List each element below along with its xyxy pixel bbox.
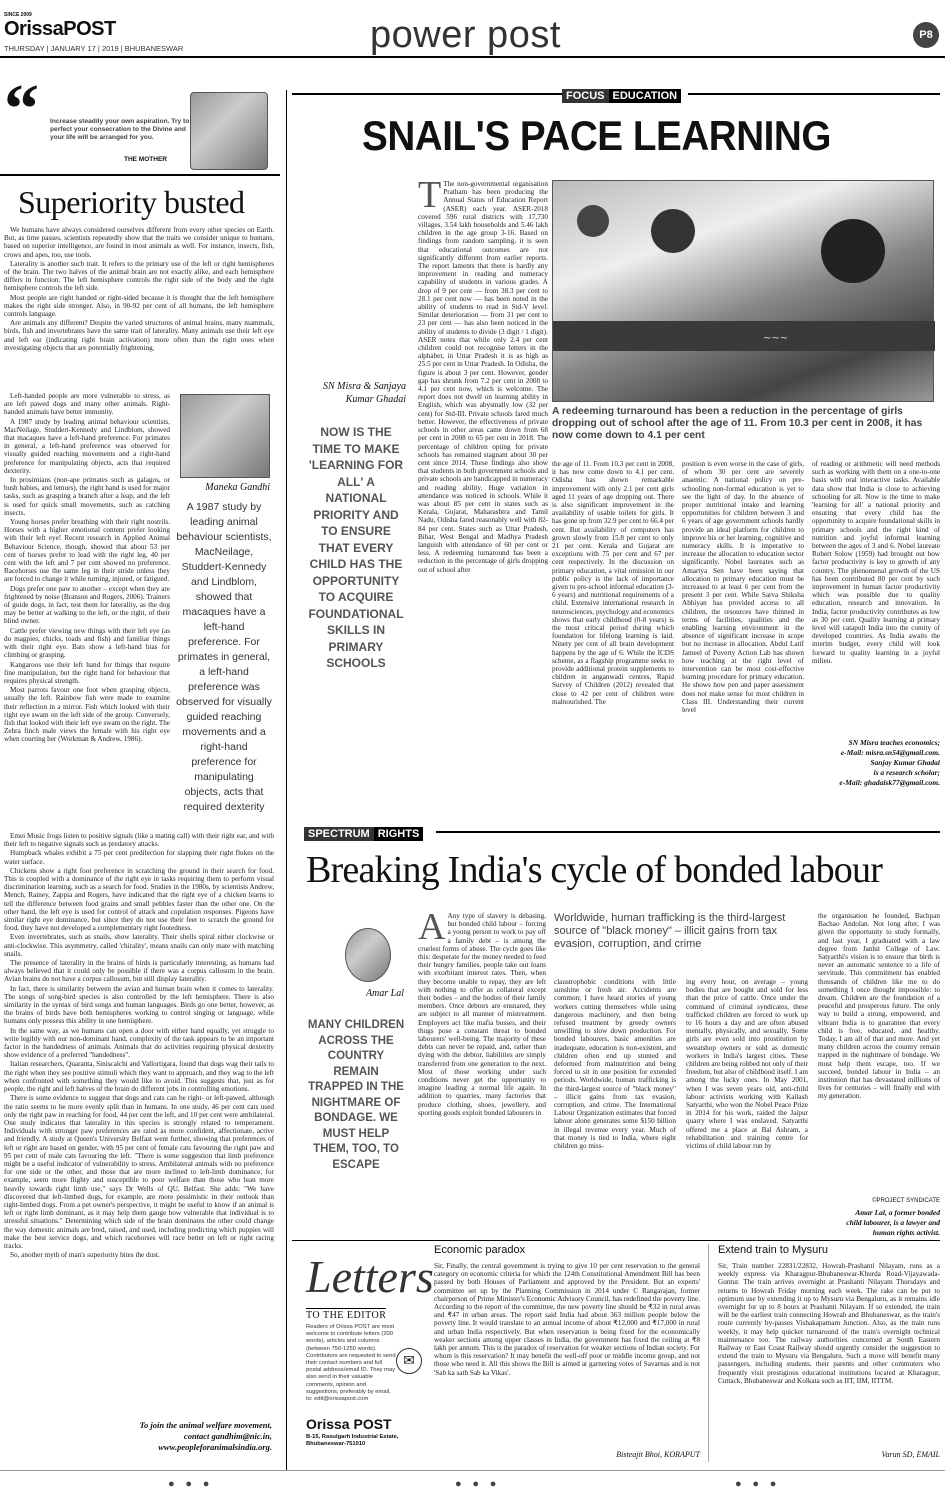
article3-col4-text: the organisation he founded, Bachpan Bachao Andolan. Not long after, I was given the opportunity to study formally, and last year, I graduated with a law degree from Janhit College of Law. Satyarthi's vision is to ensure that birth is never an automatic sentence to a life of servitude. This commitment has enabled thousands of children like me to do something I once thought impossible: to dream. Children are the foundation of a peaceful and prosperous future. The only way to build a strong, empowered, and vibrant India is to guarantee that every child is free, educated, and healthy. Today, I am all of that and more. And yet many children across the country remain trapped in the nightmare of bondage. We must help them escape, too. If we succeed, bonded labour in India – an institution that has devastated millions of lives for centuries – will finally end with my generation. [818, 912, 940, 1101]
sig-line: SN Misra teaches economics; [848, 738, 940, 747]
letter1-signature: Bisteajit Bhoi, KORAPUT [616, 1450, 700, 1459]
tag-rights: RIGHTS [374, 827, 424, 841]
footer-dots-right: ● ● ● [735, 1478, 781, 1490]
article2-col1 [418, 180, 548, 800]
article3-col1-text: Any type of slavery is debasing, but bonded child labour – forcing a young person to work to pay off a family debt – is among the cruelest forms of abuse. The cycle goes like this: desperate for the money needed to feed their hungry families, people take out loans with exorbitant interest rates. Then, when they become unable to repay, they are left with nothing to offer as collateral except their bodies – and the bodies of their family members. Once debtors are ensnared, they are subject to all manner of mistreatment. Employers act like mafia bosses, and their thugs pose a constant threat to bonded labourers' well-being. The majority of these debts can never be repaid, and, rather than dying with the debtor, liabilities are simply transferred from one generation to the next. Most of those working under such conditions never get the opportunity to imagine leading a normal life again. In addition to quarries, many factories that produce clothing, shoes, jewellery, and sporting goods exploit bonded labourers in [418, 912, 546, 1117]
dropcap: A [418, 912, 446, 948]
article1-para: Most people are right handed or right-sided because it is thought that the left hemisphere makes the right side stronger. Also, in 90-92 per cent of all humans, the left hemisphere controls language. [4, 293, 274, 319]
article3-headline: Breaking India's cycle of bonded labour [306, 849, 883, 891]
logo-orissa: Orissa [4, 18, 64, 40]
dropcap: T [418, 180, 442, 216]
article1-para: Laterality is another such trait. It refers to the primary use of the left or right hemispheres of the brain. The two halves of the animal brain are not exactly alike, and each hemisphere differs in function. The left hemisphere controls the right side of the body and the right hemisphere controls the left side. [4, 259, 274, 293]
children-illustration [553, 181, 935, 403]
column-divider [286, 90, 287, 1470]
article1-para: Chickens show a right foot preference in scratching the ground in their search for food. This is coupled with a dominance of the right eye in tasks requiring them to perform visual discrimination learning, such as a search for food. Studies in the 1980s, by scientists Andrew, Mench, Rainey, Zappia and Rogers, have indicated that the right eye of a chicken learns to tell the difference between food grains and small pebbles faster than the other one. On the other hand, the left eye is used for control of attack and copulation responses. Pigeons have similar right eye dominance, but since they do not use their feet to scratch the ground for food, they have not developed a complementary right footedness. [4, 866, 274, 933]
letter1-body [434, 1262, 700, 1446]
article1-para: In fact, there is similarity between the avian and human brain when it comes to laterality. The songs of song-bird species is also controlled by the left hemisphere. There is also similarity in the syntax of bird songs and human languages. Birds go one better, however, as the brains of birds have both hemispheres working to control singing or language, while humans only possess this ability in one hemisphere. [4, 984, 274, 1026]
tag-spectrum: SPECTRUM [304, 827, 374, 841]
article1-para: So, another myth of man's superiority bites the dust. [10, 1251, 160, 1260]
article3-tags [304, 824, 423, 842]
sig-line: e-Mail: ghadaisk77@gmail.com. [839, 778, 940, 787]
article2-tags [562, 86, 681, 104]
article3-pullquote: MANY CHILDREN ACROSS THE COUNTRY REMAIN TRAPPED IN THE NIGHTMARE OF BONDAGE. WE MUST HELP THEM, TOO, TO ESCAPE [307, 1019, 405, 1171]
article1-body-left [4, 392, 170, 832]
article1-para: Cattle prefer viewing new things with their left eye (as do magpies, chicks, toads and fish) and familiar things with their right eye. Bats show a left-hand bias for climbing or grasping. [4, 626, 170, 660]
article2-col4 [812, 460, 940, 730]
article2-col1-text: The non-governmental organisation Pratham has been producing the Annual Status of Education Report (ASER) each year. ASER-2018 covered 596 rural districts with 17,730 villages, 3.54 lakh households and 5.46 lakh children in the age group 3-16. Based on findings from random sampling, it is seen that educational outcomes are not significantly different from earlier reports. The report laments that there is hardly any improvement in reading and numeracy capability of students in various grades. A drop of 9 per cent — from 38.3 per cent to 28.1 per cent now — has been noted in the ability of students to read in Std-V level. Similar deterioration — from 31 per cent to 23 per cent — has also been noticed in the ability of students to divide (3 digit / 1 digit). ASER notes that while only 2.4 per cent children could not recognise letters in the alphabet, in Uttar Pradesh it is as high as 25.5 per cent in Uttar Pradesh. In Odisha, the figure is about 3 per cent. However, gender gap has shrunk from 7.2 per cent in 2008 to 4.1 per cent now, which is welcome. The report does not dwell on learning ability in English, which was abysmally low (32 per cent) for Std-III. Private schools fared much better. However, the effectiveness of private schools in other areas came down from 68 per cent in 2008 to 65 per cent in 2018. The percentage of children opting for private schools has remained stagnant about 30 per cent since 2014. These findings also show that students in both government schools and private schools are handicapped in numeracy and reading ability. Huge variation in attendance was noticed in schools. While it was about 85 per cent in states such as Kerala, Gujarat, Maharashtra and Tamil Nadu, Odisha fared reasonably well with 82-84 per cent. States such as Uttar Pradesh, Bihar, West Bengal and Madhya Pradesh languish with attendance of 60 per cent or less. A redeeming turnaround has been a reduction in the percentage of girls dropping out of school after [418, 180, 548, 574]
svg-text:~~~: ~~~ [763, 333, 789, 344]
the-mother-photo [190, 92, 268, 170]
article1-para: Emei Music frogs listen to positive signals (like a mating call) with their right ear, and with their left to negative signals such as predatory attacks. [4, 832, 274, 849]
article1-headline: Superiority busted [18, 184, 245, 220]
letter1-title: Economic paradox [434, 1244, 526, 1256]
article1-para: Are animals any different? Despite the varied structures of animal brains, many mammals, birds, fish and invertebrates have the same trait of laterality. Many animals use their left eye and left ear (indicating right brain activation) more often than the right ones when investigating objects that are potentially frightening. [4, 319, 274, 352]
article1-para: Dogs prefer one paw to another – except when they are frightened by noise (Branson and Rogers, 2006). Trainers of guide dogs, in fact, test them for laterality, as the dog may be better at walking to the left, or the right, of their blind owner. [4, 584, 170, 626]
article1-pullquote: A 1987 study by leading animal behaviour scientists, MacNeilage, Studdert-Kennedy and Lindblom, showed that macaques have a left-hand preference. For primates in general, a left-hand preference was observed for visually guided reaching movements and a right-hand preference for manipulating objects, acts that required dexterity [176, 501, 272, 813]
page-number-badge: P8 [913, 22, 939, 48]
article2-rule-left [292, 93, 562, 95]
masthead-rule [0, 56, 945, 58]
logo-post: POST [63, 18, 116, 40]
sig-line: e-Mail: misra.sn54@gmail.com. [840, 748, 940, 757]
article3-col4 [818, 912, 940, 1198]
article1-para: A 1987 study by leading animal behaviour scientists, MacNeilage, Studdert-Kennedy and Lindblom, showed that macaques have a left-hand preference. For primates in general, a left-hand preference was observed for visually guided reaching movements and a right-hand preference for manipulating objects, acts that required dexterity. [4, 417, 170, 475]
article2-col2-text: the age of 11. From 10.3 per cent in 2008, it has now come down to 4.1 per cent. Odisha has shown remarkable improvement with only 2.1 per cent girls aged 11 years of age dropping out. There is also significant improvement in the availability of usable toilets for girls. It has gone up from 32.9 per cent to 66.4 per cent. But availability of computers has grown slowly from 15.8 per cent to only 21 per cent. Kerala and Gujarat are exceptions with 75 per cent and 67 per cent respectively. In the discussion on primary education, a vital omission in our public policy is the lack of importance given to pre-school informal education (3-6 years) and nutritional requirements of a child. Extensive international research in neurosciences, psychology and economics shows that early childhood (0-8 years) is the most critical period during which foundation for lifelong learning is laid. Ninety per cent of all brain development happens by the age of 6. While the ICDS scheme, as a flagship programme seeks to provide additional protein supplements to children in anganwadi centres, Rapid Survey of Children (2012) revealed that close to 42 per cent of children were malnourished. The [552, 460, 674, 706]
letters-divider [708, 1244, 709, 1462]
article2-pullquote: NOW IS THE TIME TO MAKE 'LEARNING FOR ALL' A NATIONAL PRIORITY AND TO ENSURE THAT EVERY CHILD HAS THE OPPORTUNITY TO ACQUIRE FOUNDATIONAL SKILLS IN PRIMARY SCHOOLS [308, 425, 404, 670]
article1-para: We humans have always considered ourselves different from every other species on Earth. But, as time passes, scientists repeatedly show that the traits we consider unique to humans, based on superior intelligence, are found in most animals as well. For instance, insects, fish, crows and apes, too, use tools. [4, 226, 274, 259]
article1-para: Italian researchers, Quaranta, Siniscalchi and Vallortigara, found that dogs wag their tails to the right when they see positive stimuli which they want to approach, and they wag to the left when confronted with something they would like to avoid. This suggests that, just as for people, the right and left halves of the brain do different jobs in controlling emotions. [4, 1060, 274, 1094]
article3-col2-text: claustrophobic conditions with little sunshine or fresh air. Accidents are common; I have heard stories of young workers cutting themselves while using dangerous machinery, and then being refused treatment by greedy owners unwilling to slow down production. For bonded labourers, basic amenities are inadequate, education is non-existent, and children often end up stunted and deformed from malnutrition and being forced to sit in one position for extended periods. Worldwide, human trafficking is the third-largest source of "black money" – illicit gains from tax evasion, corruption, and crime. The International Labour Organization estimates that forced labour alone generates some $150 billion in illegal revenue every year. Much of that money is tied to India, where eight children go miss- [554, 978, 676, 1151]
article1-para: The presence of laterality in the brains of birds is particularly interesting, as humans had always believed that it could only be possible if there was a corpus callosum in the brain. Avian brains do not have a corpus callosum, but still display laterality. [4, 959, 274, 984]
footer-dots-left: ● ● ● [168, 1478, 214, 1490]
article3-signature [818, 1208, 940, 1238]
article1-footer [100, 1420, 272, 1453]
article3-rule [436, 831, 940, 833]
mail-icon: ✉ [396, 1348, 422, 1374]
letters-logo: Letters [306, 1251, 434, 1302]
address-line: Bhubaneswar-751010 [306, 1441, 366, 1447]
section-title: power post [370, 14, 561, 56]
article2-col3 [682, 460, 804, 800]
sig-line: child labourer, is a lawyer and [846, 1218, 940, 1227]
maneka-gandhi-photo [180, 394, 270, 478]
letter2-signature: Varun SD, EMAIL [881, 1450, 940, 1459]
letters-rule [292, 1240, 940, 1241]
article2-signature [812, 738, 940, 788]
article1-para: There is some evidence to suggest that dogs and cats can be right- or left-pawed, although the ratio seems to be more evenly split than in humans. In one study, 46 per cent cats used only the right paw in reaching for food, 44 per cent the left, and 10 per cent were ambilateral. One study indicates that laterality in this species is strongly related to temperament. Individuals with stronger paw preferences are rated as more confident, affectionate, active and friendly. A study at Queen's University Belfast went further, showing that preferences of left or right are based on gender, with 95 per cent of female cats favouring the right paw and 95 per cent of male cats favouring the left. "There is some suggestion that limb preference might be a useful indicator of vulnerability to stress. Ambilateral animals with no preference for one side or the other, and those that are more inclined to left-limb dominance, for example, seem more flighty and susceptible to poor welfare than those who lean more heavily towards right limb use," says Dr Wells of QU, Belfast. She adds: "We have discovered that left-limbed dogs, for example, are more pessimistic in their outlook than right-limbed dogs. From a pet owner's perspective, it might be useful to know if an animal is left or right limb dominant, as it may help them gauge how vulnerable that individual is to stressful situations." Determining which side of the brain dominates the other could change the way domestic animals are bred, raised, and used, including predicting which puppies will make the best service dogs, and which racehorses will race better on left or right racing tracks. [4, 1094, 274, 1250]
masthead-logo [4, 18, 116, 41]
letters-address [306, 1434, 398, 1448]
letters-address-logo: Orissa POST [306, 1416, 392, 1432]
article1-para: Most parrots favour one foot when grasping objects, usually the left. Rainbow fish were made to examine their reflection in a mirror. Fish which looked with their right eye swam on the left side of the group. Conversely, fish that looked with their left eye swam on the right. The Zebra finch male views the female with his right eye when courting her (Workman & Andrew, 1986). [4, 686, 170, 744]
tag-education: EDUCATION [609, 89, 682, 103]
article3-col1 [418, 912, 546, 1244]
letter1-text: Sir, Finally, the central government is trying to give 10 per cent reservation to the general category on economic criteria for which the 124th Constitutional Amendment Bill has been passed by both Houses of Parliament and approved by the President. But an experts' committee set up by the Planning Commission in 2014 under C Rangarajan, former chairperson of Prime Minister's Economic Advisory Council, has redefined the poverty line. According to the report of the committee, the new poverty line should be ₹32 in rural areas and ₹47 in urban areas. The report said India had about 363 million people below the poverty line. It would translate to an annual income of about ₹12,000 and ₹17,000 in rural and urban India respectively. But when reservation is being fixed for the economically weaker sections among upper classes in India, the government has fixed the ceiling at ₹8 lakh per annum. This is the paradox of reservation for weaker sections of Indian society. For whom is this reservation? It may benefit the well-off poor or middle income group, and not those who need it. All this shows the Bill is aimed at garnering votes of Savarnas and is not 'Sab ka sath Sab ka Vikas'. [434, 1262, 700, 1377]
letters-info: Readers of Orissa POST are most welcome to contribute letters (200 words), articles and columns (between 750-1250 words). Contributors are requested to send their contact numbers and full postal address/email ID. They may also send in their valuable comments, opinion and suggestions, preferably by email, to: edit@orissapost.com [306, 1324, 396, 1403]
sig-line: human rights activist. [872, 1228, 940, 1237]
address-line: B-15, Rasulgarh Industrial Estate, [306, 1434, 399, 1440]
tag-focus: FOCUS [562, 89, 609, 103]
amar-lal-photo [345, 928, 391, 982]
article1-author: Maneka Gandhi [205, 482, 270, 493]
article3-deck: Worldwide, human trafficking is the third-largest source of "black money" – illicit gains from tax evasion, corruption, and crime [554, 912, 786, 950]
footer-dots-center: ● ● ● [455, 1478, 501, 1490]
letter2-text: Sir, Train number 22831/22832, Howrah-Prashanti Nilayam, runs as a weekly express via Kharagpur-Bhubaneswar-Khurda Road-Vijayawada-Guntur. The train arrives overnight at Prashanti Nilayam Thursdays and returns to Howrah Friday morning each week. The rake can be put to optimum use by extending it up to Mysuru via Bengaluru, as it remains idle overnight for up to 8 hours at Prashanti Nilayam. If so extended, the train will be the earliest train connecting Howrah and Bhubaneswar, as the train's route currently by-passes Vishakapatnam Junction. Also, as the train runs weekly, it may help quicker turnaround of the train's overnight technical maintenance too. The railway authorities concerned at South Eastern Railway or East Coast Railway should urgently consider the suggestion to extend the train to Mysuru via Bengaluru. Such a move will benefit many passengers, including students, their parents and other commuters who frequently visit prestigious educational institutions located at Kharagpur, Cuttack, Bhubaneswar and Kolkata such as IIT, IIM, IITTM. [718, 1262, 940, 1385]
article2-col2 [552, 460, 674, 800]
dateline: THURSDAY | JANUARY 17 | 2019 | BHUBANESWAR [4, 44, 184, 53]
letters-sub: TO THE EDITOR [306, 1310, 387, 1321]
masthead-tagline: SINCE 2009 [4, 12, 32, 18]
letter2-title: Extend train to Mysuru [718, 1244, 829, 1256]
article1-para: Kangaroos use their left hand for things that require fine manipulation, but the right hand for behaviour that requires physical strength. [4, 660, 170, 685]
article1-footer-line: www.peopleforanimalsindia.org. [158, 1442, 272, 1452]
article3-col2 [554, 978, 676, 1244]
article1-para: Young horses prefer breathing with their right nostrils. Horses with a higher emotional content prefer looking with their left eye! Recent research in Applied Animal Behaviour Science, though, showed that about 53 per cent of horses prefer to lead with the right leg, 40 per cent with the left and 7 per cent showed no preference. Racehorses use the same leg in their stride unless they are forced to change it while turning, injured, or fatigued. [4, 518, 170, 584]
article1-para: Even invertebrates, such as snails, show laterality. Their shells spiral either clockwise or anti-clockwise. This asymmetry, called 'chirality', means snails can only mate with matching snails. [4, 933, 274, 958]
classroom-photo [552, 180, 934, 402]
quote-author: THE MOTHER [124, 156, 167, 163]
article2-rule-right [688, 93, 940, 95]
sig-line: Sanjay Kumar Ghadai [870, 758, 940, 767]
sig-line: is a research scholar; [873, 768, 940, 777]
article3-col3-text: ing every hour, on average – young bodies that are bought and sold for less than the price of cattle. Once under the command of criminal syndicates, these trafficked children are forced to work up to 16 hours a day and are often abused mentally, physically, and sexually. Some girls are even sold into prostitution by sweatshop owners or sold as domestic workers in India's largest cities. These children are being robbed not only of their freedom, but also of childhood itself. I am among the lucky ones. In May 2001, when I was seven years old, anti-child labour activists working with Kailash Satyarthi, who won the Nobel Peace Prize in 2014 for his work, raided the Jaipur quarry where I was enslaved. Satyarthi offered me a place at Bal Ashram, a rehabilitation and training centre for victims of child labour run by [686, 978, 808, 1151]
article1-para: In prosimians (non-ape primates such as galagos, or bush babies, and lemurs), the right hand is used for major tasks, such as grasping a branch after a leap, and the left is used for quick small movements, such as catching insects. [4, 476, 170, 517]
article1-para: In the same way, as we humans can open a door with either hand equally, yet struggle to write legibly with our non-dominant hand, complexity of the task appears to be an important factor in the handedness of animals. Animals that do activities requiring physical dexterity show evidence of a preferred "handedness". [4, 1026, 274, 1060]
quote-rule [0, 174, 280, 176]
quote-text: Increase steadily your own aspiration. Try to perfect your consecration to the Divine and your life will be arranged for you. [50, 118, 190, 141]
photo-caption: A redeeming turnaround has been a reduction in the percentage of girls dropping out of school after the age of 11. From 10.3 per cent in 2008, it has now come down to 4.1 per cent [552, 406, 923, 441]
article2-authors: SN Misra & Sanjaya Kumar Ghadai [322, 381, 406, 405]
sig-line: Amar Lal, a former bonded [855, 1208, 940, 1217]
footer-rule [0, 1470, 945, 1471]
article1-footer-line: To join the animal welfare movement, [139, 1420, 272, 1430]
article2-col4-text: of reading or arithmetic will need methods such as working with them on a one-to-one basis with oral interactive tasks. Available data show that India is close to achieving schooling for all. Now is the time to make 'learning for all' a national priority and ensuring that every child has the opportunity to acquire foundational skills in primary schools and the right kind of nutrition and joyful informal learning between the ages of 3 and 6. Nobel laureate Robert Solow (1959) had brought out how factor productivity is key to growth of any country. The phenomenal growth of the US has been contributed 80 per cent by such improvement in human factor productivity which was possible due to quality education, research and innovation. In India, factor productivity contributes as low as 30 per cent. Quality learning at primary level will catapult India into the comity of developed countries. As India awaits the interim budget, every child will look forward to quality learning in a joyful milieu. [812, 460, 940, 665]
letter2-body [718, 1262, 940, 1446]
article1-body-top [4, 226, 274, 400]
article3-credit: ©PROJECT SYNDICATE [872, 1198, 940, 1204]
quote-mark-icon: “ [4, 71, 39, 148]
article1-para: Left-handed people are more vulnerable to stress, as are left pawed dogs and many other animals. Right-handed animals have better immunity. [4, 392, 170, 417]
article1-para: Humpback whales exhibit a 75 per cent predilection for slapping their right flukes on the water surface. [4, 849, 274, 866]
article2-col3-text: position is even worse in the case of girls, of whom 30 per cent are severely anaemic. A national policy on pre-schooling non-formal education is yet to see the light of day. In the absence of proper nutritional intake and learning opportunities for children between 3 and 6 years of age government schools hardly provide an ideal platform for children to improve his or her learning, cognitive and numeracy skills. It is imperative to increase the allocation to education sector significantly. Nobel laureates such as Amartya Sen have been saying that allocation to primary education must be increased to at least 6 per cent from the present 3 per cent. While Sarva Shiksha Abhiyan has provided access to all children, the resources have thinned in terms of facilities, qualities and the enabling learning environment in the absence of significant increase in scope but no increase in allocation. Abdul Latif Jameel of Poverty Action Lab has shown how teaching at the right level of intervention can be most cost-effective learning procedure for primary education. He shows how pen and paper assessment does not make sense for most children in Class III. Understanding their current level [682, 460, 804, 715]
article3-col3 [686, 978, 808, 1244]
article3-author: Amar Lal [365, 988, 404, 999]
article1-body-bottom [4, 832, 274, 1407]
article2-headline: SNAIL'S PACE LEARNING [362, 112, 831, 159]
article1-footer-line: contact gandhim@nic.in, [183, 1431, 272, 1441]
